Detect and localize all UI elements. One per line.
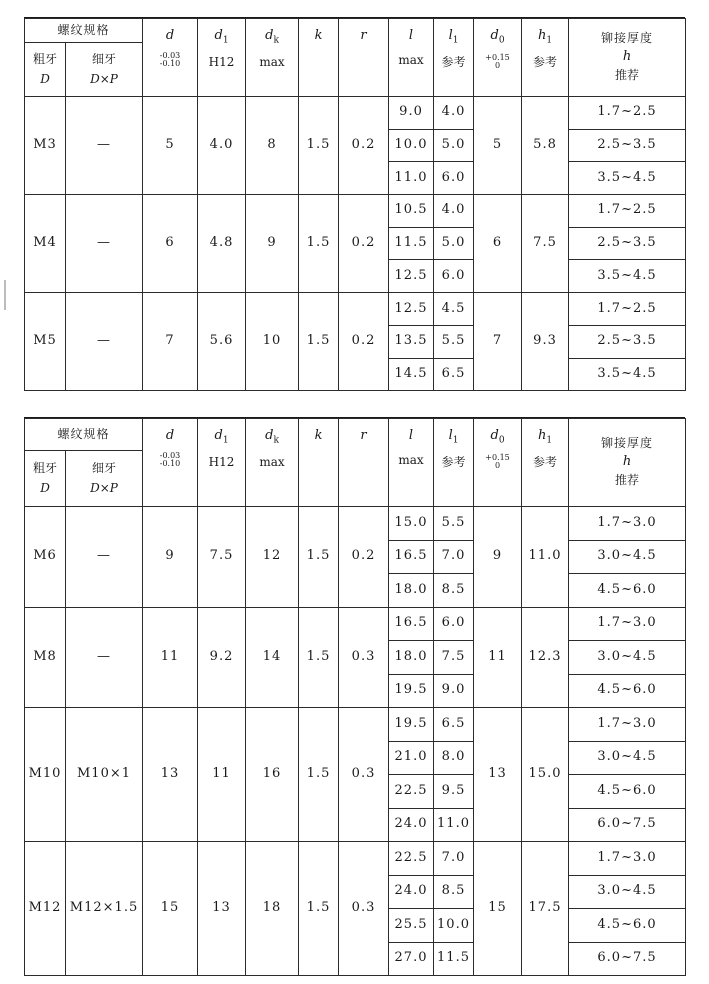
col-h1-header xyxy=(522,419,569,507)
l-cell: 18.0 xyxy=(389,641,434,675)
fine-thread-cell: M10×1 xyxy=(66,708,143,842)
thread-spec-header xyxy=(25,419,143,451)
l1-cell: 4.0 xyxy=(434,97,474,130)
d0-cell: 11 xyxy=(474,607,522,708)
col-r-header-symbol: r xyxy=(360,28,367,43)
rivet-thickness-cell: 3.0~4.5 xyxy=(569,741,686,775)
fine-symbol: D×P xyxy=(90,71,118,86)
d0-cell: 9 xyxy=(474,507,522,608)
l1-cell: 10.0 xyxy=(434,909,474,943)
col-d1-header-symbol: d xyxy=(214,428,223,443)
thread-size-cell: M6 xyxy=(25,507,66,608)
fine-thread-cell: M12×1.5 xyxy=(66,842,143,976)
rivet-thickness-cell: 4.5~6.0 xyxy=(569,775,686,809)
col-h1-header-subscript: 1 xyxy=(546,35,553,46)
d-cell: 7 xyxy=(143,293,198,391)
l1-cell: 9.0 xyxy=(434,674,474,708)
l1-cell: 11.0 xyxy=(434,808,474,842)
table-row xyxy=(25,97,686,130)
k-cell: 1.5 xyxy=(299,842,339,976)
l-cell: 19.5 xyxy=(389,674,434,708)
d1-cell: 13 xyxy=(198,842,246,976)
rivet-thickness-symbol: h xyxy=(622,454,632,470)
col-d1-header xyxy=(198,419,246,507)
col-d0-header-tol-lower: 0 xyxy=(494,460,501,470)
d0-cell: 7 xyxy=(474,293,522,391)
col-d-header-tol-upper: -0.03 xyxy=(159,50,181,60)
k-cell: 1.5 xyxy=(299,708,339,842)
fine-label: 细牙 xyxy=(92,51,117,66)
rivet-nut-spec-table-2 xyxy=(24,418,686,976)
scan-artifact xyxy=(4,280,6,310)
d1-cell: 9.2 xyxy=(198,607,246,708)
rivet-thickness-cell: 1.7~3.0 xyxy=(569,507,686,541)
col-l1-header xyxy=(434,19,474,97)
d0-cell: 13 xyxy=(474,708,522,842)
l1-cell: 4.0 xyxy=(434,195,474,228)
col-d0-header-symbol: d xyxy=(490,428,499,443)
l1-cell: 5.5 xyxy=(434,507,474,541)
table-row xyxy=(25,708,686,742)
col-l1-header-spec: 参考 xyxy=(441,454,466,469)
l1-cell: 6.5 xyxy=(434,358,474,391)
col-d0-header-symbol: d xyxy=(490,28,499,43)
rivet-thickness-cell: 1.7~3.0 xyxy=(569,607,686,641)
l1-cell: 8.5 xyxy=(434,574,474,608)
col-d1-header-subscript: 1 xyxy=(222,435,229,446)
rivet-thickness-cell: 2.5~3.5 xyxy=(569,325,686,358)
col-h1-header xyxy=(522,19,569,97)
col-dk-header-spec: max xyxy=(259,454,285,469)
col-d0-header xyxy=(474,419,522,507)
l-cell: 12.5 xyxy=(389,260,434,293)
l1-cell: 5.0 xyxy=(434,129,474,162)
fine-thread-header xyxy=(66,451,143,507)
rivet-thickness-cell: 1.7~2.5 xyxy=(569,97,686,130)
rivet-thickness-cell: 2.5~3.5 xyxy=(569,227,686,260)
h1-cell: 7.5 xyxy=(522,195,569,293)
dk-cell: 16 xyxy=(246,708,299,842)
rivet-thickness-cell: 4.5~6.0 xyxy=(569,909,686,943)
rivet-thickness-spec: 推荐 xyxy=(615,472,640,487)
d1-cell: 7.5 xyxy=(198,507,246,608)
fine-thread-cell: — xyxy=(66,97,143,195)
k-cell: 1.5 xyxy=(299,607,339,708)
col-d-header-tol-lower: -0.10 xyxy=(159,58,181,68)
col-d1-header-symbol: d xyxy=(214,28,223,43)
col-l-header xyxy=(389,19,434,97)
col-h1-header-symbol: h xyxy=(537,28,547,43)
l-cell: 18.0 xyxy=(389,574,434,608)
table-row xyxy=(25,507,686,541)
l-cell: 10.5 xyxy=(389,195,434,228)
thread-size-cell: M5 xyxy=(25,293,66,391)
rivet-thickness-cell: 1.7~2.5 xyxy=(569,293,686,326)
l-cell: 9.0 xyxy=(389,97,434,130)
rivet-thickness-spec: 推荐 xyxy=(615,67,640,82)
col-d0-header-tol-lower: 0 xyxy=(494,60,501,70)
col-h1-header-symbol: h xyxy=(537,428,547,443)
rivet-nut-spec-table-1 xyxy=(24,18,686,391)
dk-cell: 9 xyxy=(246,195,299,293)
table-row xyxy=(25,293,686,326)
col-l1-header-symbol: l xyxy=(448,428,453,443)
col-l1-header xyxy=(434,419,474,507)
d1-cell: 5.6 xyxy=(198,293,246,391)
l1-cell: 4.5 xyxy=(434,293,474,326)
col-k-header-symbol: k xyxy=(314,428,323,443)
table-row xyxy=(25,607,686,641)
r-cell: 0.3 xyxy=(339,842,389,976)
rivet-thickness-cell: 2.5~3.5 xyxy=(569,129,686,162)
rivet-thickness-cell: 3.5~4.5 xyxy=(569,260,686,293)
d1-cell: 4.8 xyxy=(198,195,246,293)
fine-label: 细牙 xyxy=(92,460,117,475)
r-cell: 0.2 xyxy=(339,97,389,195)
l-cell: 24.0 xyxy=(389,808,434,842)
col-d0-header-tol-upper: +0.15 xyxy=(485,52,510,62)
col-d-header-symbol: d xyxy=(165,28,175,43)
coarse-thread-header xyxy=(25,43,66,97)
r-cell: 0.2 xyxy=(339,293,389,391)
k-cell: 1.5 xyxy=(299,293,339,391)
col-d1-header-spec: H12 xyxy=(208,454,235,469)
l-cell: 16.5 xyxy=(389,607,434,641)
col-rivet-header xyxy=(569,419,686,507)
table-row xyxy=(25,195,686,228)
thread-spec-header xyxy=(25,19,143,43)
fine-thread-cell: — xyxy=(66,507,143,608)
dk-cell: 10 xyxy=(246,293,299,391)
col-d1-header-subscript: 1 xyxy=(222,35,229,46)
rivet-thickness-cell: 1.7~2.5 xyxy=(569,195,686,228)
rivet-thickness-cell: 6.0~7.5 xyxy=(569,808,686,842)
col-d0-header xyxy=(474,19,522,97)
col-d-header-tol-upper: -0.03 xyxy=(159,450,181,460)
l1-cell: 8.5 xyxy=(434,875,474,909)
r-cell: 0.3 xyxy=(339,708,389,842)
col-d-header xyxy=(143,19,198,97)
fine-thread-cell: — xyxy=(66,607,143,708)
col-dk-header xyxy=(246,419,299,507)
d-cell: 5 xyxy=(143,97,198,195)
d1-cell: 11 xyxy=(198,708,246,842)
l-cell: 24.0 xyxy=(389,875,434,909)
l-cell: 11.5 xyxy=(389,227,434,260)
thread-spec-label: 螺纹规格 xyxy=(57,426,110,441)
col-d1-header xyxy=(198,19,246,97)
col-dk-header-subscript: k xyxy=(273,35,279,46)
col-l-header-symbol: l xyxy=(408,428,414,443)
rivet-thickness-label: 铆接厚度 xyxy=(601,436,654,451)
col-r-header-symbol: r xyxy=(360,428,367,443)
thread-size-cell: M3 xyxy=(25,97,66,195)
l-cell: 27.0 xyxy=(389,942,434,976)
l1-cell: 7.0 xyxy=(434,842,474,876)
d-cell: 11 xyxy=(143,607,198,708)
l-cell: 12.5 xyxy=(389,293,434,326)
l-cell: 14.5 xyxy=(389,358,434,391)
d-cell: 15 xyxy=(143,842,198,976)
thread-size-cell: M10 xyxy=(25,708,66,842)
coarse-symbol: D xyxy=(40,480,50,495)
l1-cell: 6.0 xyxy=(434,607,474,641)
thread-size-cell: M4 xyxy=(25,195,66,293)
l1-cell: 6.0 xyxy=(434,162,474,195)
r-cell: 0.2 xyxy=(339,507,389,608)
coarse-label: 粗牙 xyxy=(32,460,57,475)
l-cell: 22.5 xyxy=(389,842,434,876)
rivet-thickness-cell: 4.5~6.0 xyxy=(569,674,686,708)
thread-spec-label: 螺纹规格 xyxy=(57,22,110,37)
col-d-header-tol-lower: -0.10 xyxy=(159,458,181,468)
l1-cell: 6.0 xyxy=(434,260,474,293)
fine-symbol: D×P xyxy=(90,480,118,495)
l-cell: 19.5 xyxy=(389,708,434,742)
col-l1-header-spec: 参考 xyxy=(441,54,466,69)
col-d1-header-spec: H12 xyxy=(208,54,235,69)
col-dk-header-symbol: d xyxy=(265,428,274,443)
d0-cell: 5 xyxy=(474,97,522,195)
d0-cell: 15 xyxy=(474,842,522,976)
rivet-thickness-cell: 4.5~6.0 xyxy=(569,574,686,608)
d0-cell: 6 xyxy=(474,195,522,293)
col-l-header-spec: max xyxy=(398,452,424,467)
h1-cell: 11.0 xyxy=(522,507,569,608)
k-cell: 1.5 xyxy=(299,195,339,293)
dk-cell: 14 xyxy=(246,607,299,708)
l-cell: 10.0 xyxy=(389,129,434,162)
h1-cell: 17.5 xyxy=(522,842,569,976)
col-d0-header-subscript: 0 xyxy=(498,435,505,446)
rivet-thickness-cell: 1.7~3.0 xyxy=(569,842,686,876)
col-k-header xyxy=(299,19,339,97)
col-d0-header-tol-upper: +0.15 xyxy=(485,452,510,462)
h1-cell: 5.8 xyxy=(522,97,569,195)
col-l-header-spec: max xyxy=(398,52,424,67)
col-h1-header-spec: 参考 xyxy=(533,54,558,69)
col-dk-header-symbol: d xyxy=(265,28,274,43)
l1-cell: 5.0 xyxy=(434,227,474,260)
col-d-header xyxy=(143,419,198,507)
col-l-header-symbol: l xyxy=(408,28,414,43)
thread-size-cell: M8 xyxy=(25,607,66,708)
l-cell: 25.5 xyxy=(389,909,434,943)
thread-size-cell: M12 xyxy=(25,842,66,976)
l-cell: 16.5 xyxy=(389,540,434,574)
col-dk-header xyxy=(246,19,299,97)
d1-cell: 4.0 xyxy=(198,97,246,195)
l1-cell: 7.5 xyxy=(434,641,474,675)
col-l1-header-subscript: 1 xyxy=(452,35,459,46)
l-cell: 15.0 xyxy=(389,507,434,541)
col-r-header xyxy=(339,19,389,97)
h1-cell: 15.0 xyxy=(522,708,569,842)
col-l-header xyxy=(389,419,434,507)
col-k-header xyxy=(299,419,339,507)
dk-cell: 8 xyxy=(246,97,299,195)
col-l1-header-subscript: 1 xyxy=(452,435,459,446)
coarse-label: 粗牙 xyxy=(32,51,57,66)
rivet-thickness-cell: 3.0~4.5 xyxy=(569,641,686,675)
l-cell: 22.5 xyxy=(389,775,434,809)
fine-thread-cell: — xyxy=(66,293,143,391)
l1-cell: 6.5 xyxy=(434,708,474,742)
coarse-symbol: D xyxy=(40,71,50,86)
col-k-header-symbol: k xyxy=(314,28,323,43)
col-h1-header-spec: 参考 xyxy=(533,454,558,469)
col-h1-header-subscript: 1 xyxy=(546,435,553,446)
rivet-thickness-cell: 3.0~4.5 xyxy=(569,540,686,574)
l1-cell: 5.5 xyxy=(434,325,474,358)
l-cell: 11.0 xyxy=(389,162,434,195)
rivet-thickness-cell: 1.7~3.0 xyxy=(569,708,686,742)
fine-thread-cell: — xyxy=(66,195,143,293)
h1-cell: 12.3 xyxy=(522,607,569,708)
col-d-header-symbol: d xyxy=(165,428,175,443)
l1-cell: 11.5 xyxy=(434,942,474,976)
table-row xyxy=(25,842,686,876)
rivet-thickness-cell: 6.0~7.5 xyxy=(569,942,686,976)
col-d0-header-subscript: 0 xyxy=(498,35,505,46)
rivet-thickness-cell: 3.0~4.5 xyxy=(569,875,686,909)
fine-thread-header xyxy=(66,43,143,97)
d-cell: 13 xyxy=(143,708,198,842)
d-cell: 6 xyxy=(143,195,198,293)
l-cell: 21.0 xyxy=(389,741,434,775)
k-cell: 1.5 xyxy=(299,507,339,608)
l1-cell: 8.0 xyxy=(434,741,474,775)
h1-cell: 9.3 xyxy=(522,293,569,391)
coarse-thread-header xyxy=(25,451,66,507)
col-l1-header-symbol: l xyxy=(448,28,453,43)
r-cell: 0.2 xyxy=(339,195,389,293)
header-row-1 xyxy=(25,419,686,451)
rivet-thickness-cell: 3.5~4.5 xyxy=(569,162,686,195)
k-cell: 1.5 xyxy=(299,97,339,195)
dk-cell: 18 xyxy=(246,842,299,976)
col-rivet-header xyxy=(569,19,686,97)
l1-cell: 9.5 xyxy=(434,775,474,809)
col-r-header xyxy=(339,419,389,507)
l1-cell: 7.0 xyxy=(434,540,474,574)
l-cell: 13.5 xyxy=(389,325,434,358)
d-cell: 9 xyxy=(143,507,198,608)
rivet-thickness-cell: 3.5~4.5 xyxy=(569,358,686,391)
col-dk-header-subscript: k xyxy=(273,435,279,446)
r-cell: 0.3 xyxy=(339,607,389,708)
header-row-1 xyxy=(25,19,686,43)
rivet-thickness-symbol: h xyxy=(622,49,632,65)
col-dk-header-spec: max xyxy=(259,54,285,69)
dk-cell: 12 xyxy=(246,507,299,608)
rivet-thickness-label: 铆接厚度 xyxy=(601,31,654,46)
